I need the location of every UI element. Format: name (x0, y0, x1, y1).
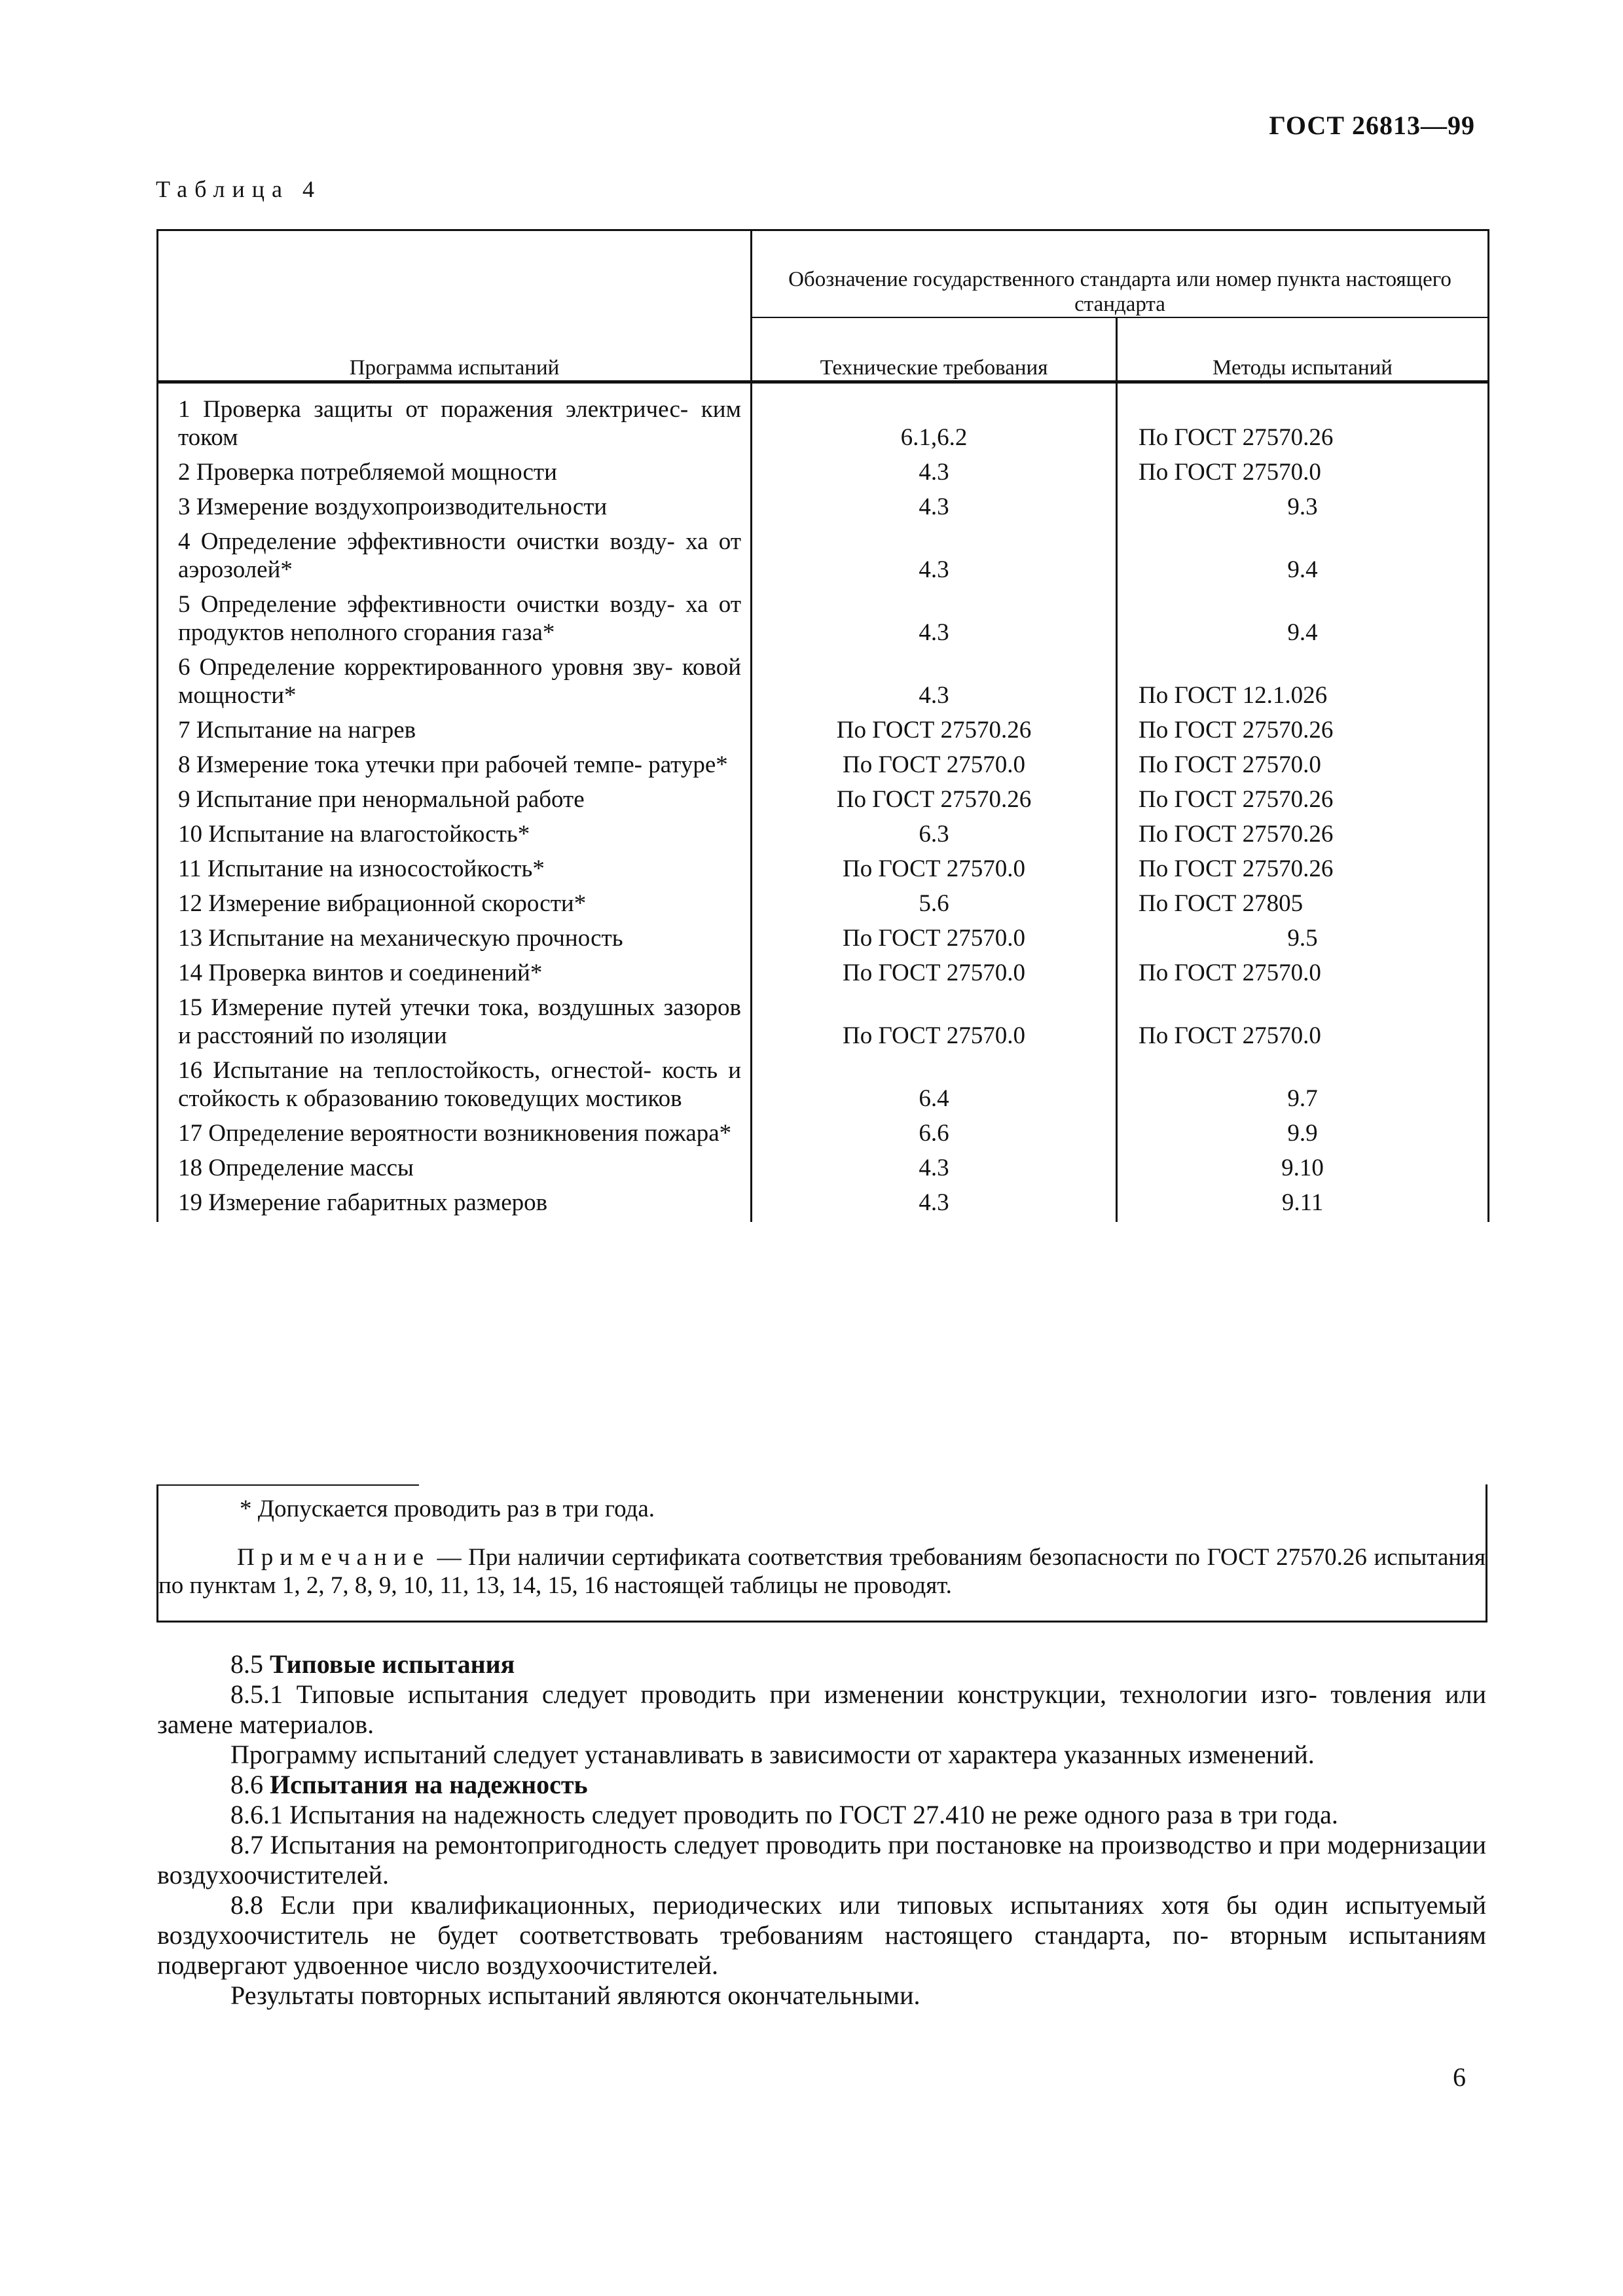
row-program-cell: 8 Измерение тока утечки при рабочей темпе- ратуре* (158, 744, 752, 779)
table-row (158, 452, 1489, 486)
row-method-cell: По ГОСТ 27570.26 (1117, 709, 1489, 744)
row-tech-cell: 4.3 (752, 1147, 1117, 1182)
row-program-cell: 17 Определение вероятности возникновения пожара* (158, 1113, 752, 1147)
row-method-cell: По ГОСТ 27805 (1117, 883, 1489, 918)
table-row (158, 883, 1489, 918)
section-8-5-heading: 8.5 Типовые испытания (230, 1649, 515, 1679)
row-tech-cell: 6.4 (752, 1050, 1117, 1113)
row-program-cell: 2 Проверка потребляемой мощности (158, 452, 752, 486)
row-method-cell: 9.10 (1117, 1147, 1489, 1182)
document-code: ГОСТ 26813—99 (1269, 111, 1475, 140)
paragraph-8-8: 8.8 Если при квалификационных, периодических или типовых испытаниях хотя бы один испытуемый воздухоочиститель не будет соответствовать требованиям настоящего стандарта, по- вторным испытаниям подвергают удвоенное число воздухоочистителей. (157, 1890, 1486, 1980)
header-program: Программа испытаний (158, 230, 752, 382)
row-tech-cell: По ГОСТ 27570.0 (752, 918, 1117, 952)
row-program-cell: 10 Испытание на влагостойкость* (158, 814, 752, 848)
table-row (158, 486, 1489, 521)
paragraph-8-6-1: 8.6.1 Испытания на надежность следует проводить по ГОСТ 27.410 не реже одного раза в три года. (230, 1800, 1338, 1829)
table-row (158, 1147, 1489, 1182)
header-standard-group: Обозначение государственного стандарта или номер пункта настоящего стандарта (752, 230, 1489, 318)
row-program-cell: 4 Определение эффективности очистки возду- ха от аэрозолей* (158, 521, 752, 584)
row-method-cell: 9.4 (1117, 584, 1489, 647)
row-program-cell: 15 Измерение путей утечки тока, воздушных зазоров и расстояний по изоляции (158, 987, 752, 1050)
row-tech-cell: 4.3 (752, 486, 1117, 521)
row-method-cell: 9.11 (1117, 1182, 1489, 1217)
row-tech-cell: 4.3 (752, 1182, 1117, 1217)
row-method-cell: 9.7 (1117, 1050, 1489, 1113)
table-row (158, 848, 1489, 883)
table-row (158, 521, 1489, 584)
row-method-cell: По ГОСТ 27570.0 (1117, 952, 1489, 987)
table-caption: Таблица 4 (156, 176, 321, 202)
row-program-cell: 7 Испытание на нагрев (158, 709, 752, 744)
row-program-cell: 16 Испытание на теплостойкость, огнестой- кость и стойкость к образованию токоведущих мостиков (158, 1050, 752, 1113)
row-program-cell: 13 Испытание на механическую прочность (158, 918, 752, 952)
note-body: — При наличии сертификата соответствия требованиям безопасности по ГОСТ 27570.26 испытания по пунктам 1, 2, 7, 8, 9, 10, 11, 13, 14, 15, 16 настоящей таблицы не проводят. (158, 1544, 1486, 1599)
row-method-cell: 9.4 (1117, 521, 1489, 584)
row-tech-cell: 4.3 (752, 584, 1117, 647)
row-program-cell: 14 Проверка винтов и соединений* (158, 952, 752, 987)
table-row (158, 987, 1489, 1050)
row-program-cell: 19 Измерение габаритных размеров (158, 1182, 752, 1217)
row-program-cell: 1 Проверка защиты от поражения электричес- ким током (158, 382, 752, 452)
table-row (158, 814, 1489, 848)
page-number: 6 (1453, 2062, 1466, 2092)
row-tech-cell: По ГОСТ 27570.26 (752, 779, 1117, 814)
table-4 (156, 229, 1487, 1222)
paragraph-8-7: 8.7 Испытания на ремонтопригодность следует проводить при постановке на производство и при модернизации воздухоочистителей. (157, 1830, 1486, 1890)
row-method-cell: По ГОСТ 12.1.026 (1117, 647, 1489, 709)
row-program-cell: 3 Измерение воздухопроизводительности (158, 486, 752, 521)
table-row (158, 709, 1489, 744)
row-method-cell: По ГОСТ 27570.0 (1117, 987, 1489, 1050)
row-tech-cell: По ГОСТ 27570.0 (752, 987, 1117, 1050)
paragraph-8-8-b: Результаты повторных испытаний являются окончательными. (230, 1981, 921, 2010)
row-program-cell: 6 Определение корректированного уровня зву- ковой мощности* (158, 647, 752, 709)
row-method-cell: 9.5 (1117, 918, 1489, 952)
row-tech-cell: По ГОСТ 27570.0 (752, 952, 1117, 987)
header-test-methods: Методы испытаний (1117, 317, 1489, 382)
row-method-cell: По ГОСТ 27570.26 (1117, 848, 1489, 883)
table-row (158, 1182, 1489, 1217)
row-method-cell: По ГОСТ 27570.0 (1117, 744, 1489, 779)
row-program-cell: 5 Определение эффективности очистки возду- ха от продуктов неполного сгорания газа* (158, 584, 752, 647)
table-row (158, 647, 1489, 709)
body-text (157, 1649, 1486, 2011)
row-tech-cell: 5.6 (752, 883, 1117, 918)
table-row (158, 1050, 1489, 1113)
section-8-6-heading: 8.6 Испытания на надежность (230, 1770, 588, 1799)
row-method-cell: По ГОСТ 27570.0 (1117, 452, 1489, 486)
row-program-cell: 9 Испытание при ненормальной работе (158, 779, 752, 814)
row-tech-cell: По ГОСТ 27570.0 (752, 744, 1117, 779)
footnote: * Допускается проводить раз в три года. (240, 1496, 655, 1522)
row-method-cell: 9.3 (1117, 486, 1489, 521)
note-label: Примечание (237, 1544, 430, 1571)
header-technical-requirements: Технические требования (752, 317, 1117, 382)
table-row (158, 1113, 1489, 1147)
paragraph-8-5-1: 8.5.1 Типовые испытания следует проводить при изменении конструкции, технологии изго- товления или замене материалов. (157, 1679, 1486, 1739)
row-tech-cell: 6.3 (752, 814, 1117, 848)
row-tech-cell: 6.1,6.2 (752, 382, 1117, 452)
row-method-cell: По ГОСТ 27570.26 (1117, 814, 1489, 848)
footnote-rule (158, 1484, 419, 1486)
table-row (158, 779, 1489, 814)
table-notes (156, 1484, 1487, 1623)
row-program-cell: 11 Испытание на износостойкость* (158, 848, 752, 883)
table-row (158, 744, 1489, 779)
table-row (158, 382, 1489, 452)
row-tech-cell: По ГОСТ 27570.0 (752, 848, 1117, 883)
row-program-cell: 18 Определение массы (158, 1147, 752, 1182)
row-method-cell: По ГОСТ 27570.26 (1117, 382, 1489, 452)
row-tech-cell: По ГОСТ 27570.26 (752, 709, 1117, 744)
row-method-cell: 9.9 (1117, 1113, 1489, 1147)
paragraph-8-5-1-b: Программу испытаний следует устанавливать в зависимости от характера указанных изменений. (230, 1740, 1315, 1769)
row-program-cell: 12 Измерение вибрационной скорости* (158, 883, 752, 918)
table-row (158, 918, 1489, 952)
table-row (158, 952, 1489, 987)
row-method-cell: По ГОСТ 27570.26 (1117, 779, 1489, 814)
table-row (158, 584, 1489, 647)
row-tech-cell: 4.3 (752, 521, 1117, 584)
row-tech-cell: 6.6 (752, 1113, 1117, 1147)
row-tech-cell: 4.3 (752, 647, 1117, 709)
table-note (158, 1543, 1486, 1600)
row-tech-cell: 4.3 (752, 452, 1117, 486)
